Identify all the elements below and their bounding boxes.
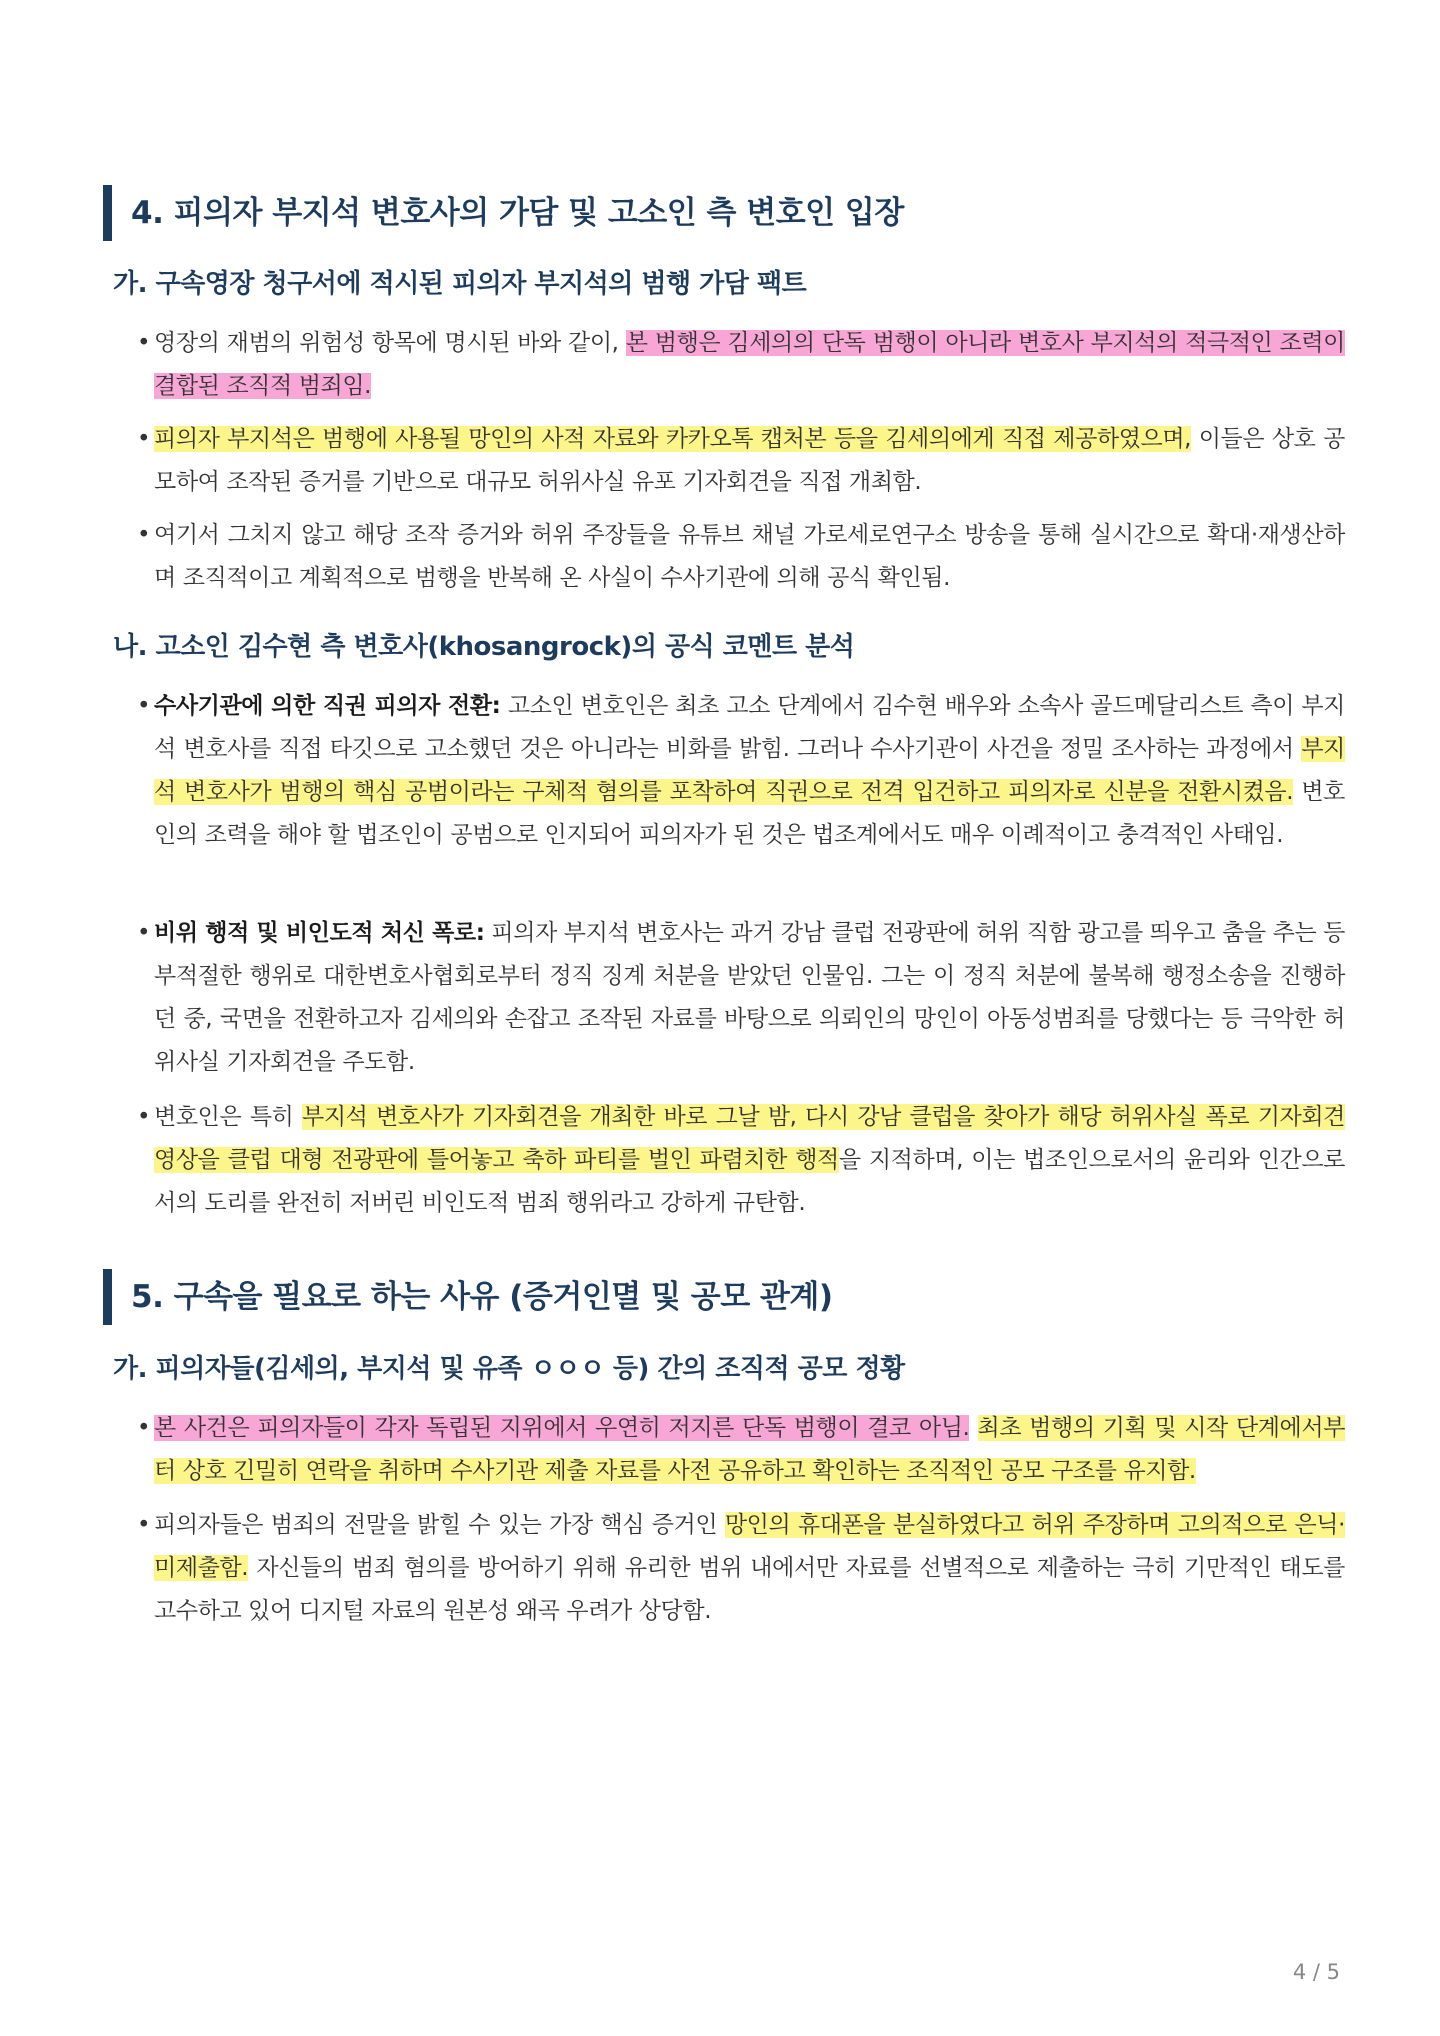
item-text: 여기서 그치지 않고 해당 조작 증거와 허위 주장들을 유튜브 채널 가로세로연구소 방송을 통해 실시간으로 확대·재생산하며 조직적이고 계획적으로 범행을 반복해 온 사실이 수사기관에 의해 공식 확인됨. — [154, 522, 1345, 591]
item-text: 피의자들은 범죄의 전말을 밝힐 수 있는 가장 핵심 증거인 — [154, 1512, 725, 1538]
highlight-yellow: 부지석 변호사가 범행의 핵심 공범이라는 구체적 혐의를 포착하여 직권으로 전격 입건하고 피의자로 신분을 전환시켰음. — [154, 736, 1345, 805]
bullet: • — [137, 426, 151, 452]
item-text: 피의자 부지석 변호사는 과거 강남 클럽 전광판에 허위 직함 광고를 띄우고 춤을 추는 등 부적절한 행위로 대한변호사협회로부터 정직 징계 처분을 받았던 인물임. 그는 이 정직 처분에 불복해 행정소송을 진행하던 중, 국면을 전환하고자 김세의와 손잡고 조작된 자료를 바탕으로 의뢰인의 망인이 아동성범죄를 당했다는 등 극악한 허위사실 기자회견을 주도함. — [154, 920, 1346, 1075]
item-text: 을 지적하며, 이는 법조인으로서의 윤리와 인간으로서의 도리를 완전히 저버린 비인도적 범죄 행위라고 강하게 규탄함. — [154, 1147, 1345, 1216]
highlight-yellow: 피의자 부지석은 범행에 사용될 망인의 사적 자료와 카카오톡 캡처본 등을 김세의에게 직접 제공하였으며, — [154, 426, 1192, 452]
list-item — [137, 322, 1345, 408]
bullet: • — [137, 920, 151, 946]
list-item — [137, 1504, 1345, 1633]
highlight-yellow: 부지석 변호사가 기자회견을 개최한 바로 그날 밤, 다시 강남 클럽을 찾아가 해당 허위사실 폭로 기자회견 영상을 클럽 대형 전광판에 틀어놓고 축하 파티를 벌인 파렴치한 행적 — [154, 1104, 1345, 1173]
bullet: • — [137, 1512, 151, 1538]
list-item — [137, 1096, 1345, 1225]
item-text: 자신들의 범죄 혐의를 방어하기 위해 유리한 범위 내에서만 자료를 선별적으로 제출하는 극히 기만적인 태도를 고수하고 있어 디지털 자료의 원본성 왜곡 우려가 상당함. — [154, 1555, 1345, 1624]
list-item — [137, 514, 1345, 600]
section-4b-heading: 나. 고소인 김수현 측 변호사(khosangrock)의 공식 코멘트 분석 — [113, 632, 855, 662]
bullet: • — [137, 522, 151, 548]
highlight-yellow: 최초 범행의 기획 및 시작 단계에서부터 상호 긴밀히 연락을 취하며 수사기관 제출 자료를 사전 공유하고 확인하는 조직적인 공모 구조를 유지함. — [154, 1415, 1346, 1484]
page-number: 4 / 5 — [1292, 1960, 1340, 1984]
item-text: 이들은 상호 공모하여 조작된 증거를 기반으로 대규모 허위사실 유포 기자회견을 직접 개최함. — [154, 426, 1345, 495]
section-5-heading: 5. 구속을 필요로 하는 사유 (증거인멸 및 공모 관계) — [103, 1269, 1343, 1325]
list-item — [137, 685, 1345, 857]
list-item — [137, 418, 1345, 504]
item-text: 변호인은 특히 — [154, 1104, 303, 1130]
list-item — [137, 912, 1345, 1084]
highlight-pink: 본 사건은 피의자들이 각자 독립된 지위에서 우연히 저지른 단독 범행이 결코 아님. — [154, 1415, 970, 1441]
highlight-yellow: 망인의 휴대폰을 분실하였다고 허위 주장하며 고의적으로 은닉·미제출함. — [154, 1512, 1345, 1581]
item-text: 영장의 재범의 위험성 항목에 명시된 바와 같이, — [154, 330, 626, 356]
section-4a-heading: 가. 구속영장 청구서에 적시된 피의자 부지석의 범행 가담 팩트 — [113, 269, 807, 299]
item-text — [969, 1415, 977, 1441]
item-text: 변호인의 조력을 해야 할 법조인이 공범으로 인지되어 피의자가 된 것은 법조계에서도 매우 이례적이고 충격적인 사태임. — [154, 779, 1345, 848]
bullet: • — [137, 1104, 151, 1130]
section-5a-heading: 가. 피의자들(김세의, 부지석 및 유족 ㅇㅇㅇ 등) 간의 조직적 공모 정황 — [113, 1354, 905, 1384]
bullet: • — [137, 693, 151, 719]
item-label: 비위 행적 및 비인도적 처신 폭로: — [154, 920, 485, 946]
highlight-pink: 본 범행은 김세의의 단독 범행이 아니라 변호사 부지석의 적극적인 조력이 결합된 조직적 범죄임. — [154, 330, 1345, 399]
bullet: • — [137, 330, 151, 356]
list-item — [137, 1407, 1345, 1493]
item-label: 수사기관에 의한 직권 피의자 전환: — [154, 693, 501, 719]
bullet: • — [137, 1415, 151, 1441]
section-4-heading: 4. 피의자 부지석 변호사의 가담 및 고소인 측 변호인 입장 — [103, 185, 1343, 241]
item-text: 고소인 변호인은 최초 고소 단계에서 김수현 배우와 소속사 골드메달리스트 측이 부지석 변호사를 직접 타깃으로 고소했던 것은 아니라는 비화를 밝힘. 그러나 수사기관이 사건을 정밀 조사하는 과정에서 — [154, 693, 1346, 762]
